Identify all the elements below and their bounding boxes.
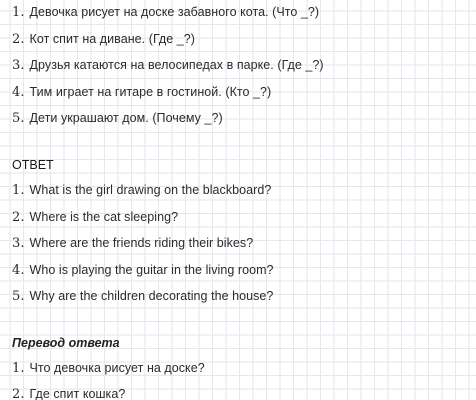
task-number: 4. — [12, 85, 25, 100]
answer-number: 3. — [12, 236, 25, 251]
translation-number: 2. — [12, 387, 25, 400]
task-item-4 — [12, 84, 271, 101]
answer-item-5 — [12, 288, 273, 305]
answer-text: Why are the children decorating the house? — [29, 289, 274, 303]
task-item-5 — [12, 110, 223, 127]
answer-number: 1. — [12, 183, 25, 198]
answer-heading: ОТВЕТ — [12, 158, 54, 172]
task-text: Друзья катаются на велосипедах в парке. (Где _?) — [29, 58, 324, 72]
task-item-1 — [12, 4, 319, 21]
translation-item-1 — [12, 360, 205, 377]
task-item-3 — [12, 57, 324, 74]
answer-text: Where is the cat sleeping? — [29, 210, 179, 224]
task-text: Дети украшают дом. (Почему _?) — [29, 111, 223, 125]
translation-text: Что девочка рисует на доске? — [29, 361, 205, 375]
translation-number: 1. — [12, 361, 25, 376]
task-number: 5. — [12, 111, 25, 126]
task-number: 2. — [12, 32, 25, 47]
answer-text: Who is playing the guitar in the living room? — [29, 263, 274, 277]
answer-text: Where are the friends riding their bikes? — [29, 236, 254, 250]
answer-number: 5. — [12, 289, 25, 304]
task-text: Тим играет на гитаре в гостиной. (Кто _?) — [29, 85, 272, 99]
answer-item-1 — [12, 182, 271, 199]
translation-text: Где спит кошка? — [29, 387, 126, 400]
task-number: 3. — [12, 58, 25, 73]
translation-item-2 — [12, 386, 125, 400]
task-text: Кот спит на диване. (Где _?) — [29, 32, 196, 46]
answer-number: 4. — [12, 263, 25, 278]
answer-item-3 — [12, 235, 253, 252]
translation-heading: Перевод ответа — [12, 336, 120, 350]
answer-text: What is the girl drawing on the blackboard? — [29, 183, 272, 197]
answer-item-2 — [12, 209, 178, 226]
task-number: 1. — [12, 5, 25, 20]
answer-number: 2. — [12, 210, 25, 225]
task-item-2 — [12, 31, 195, 48]
answer-item-4 — [12, 262, 274, 279]
task-text: Девочка рисует на доске забавного кота. (Что _?) — [29, 5, 320, 19]
